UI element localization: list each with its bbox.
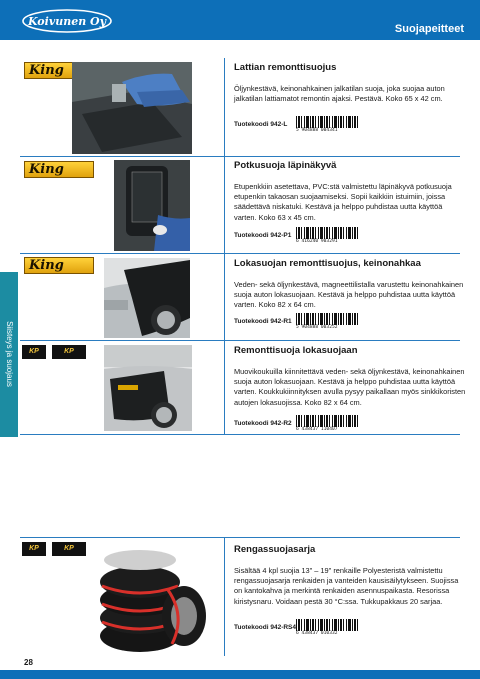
product-code: Tuotekoodi 942-RS4 [234, 624, 297, 631]
product-code: Tuotekoodi 942-P1 [234, 232, 292, 239]
barcode-bars [296, 227, 360, 239]
floor-protector-photo [72, 62, 192, 154]
product-title: Lokasuojan remonttisuojus, keinonahkaa [234, 258, 421, 269]
king-brand-logo: King [24, 161, 94, 178]
product-title: Potkusuoja läpinäkyvä [234, 160, 337, 171]
koivunen-logo [22, 9, 112, 33]
product-entry [234, 160, 466, 223]
barcode-number: 6 438437 010332 [296, 631, 338, 636]
product-code: Tuotekoodi 942-L [234, 121, 288, 128]
product-entry [234, 258, 466, 311]
barcode-number: 6 438437 110407 [296, 427, 338, 432]
barcode [296, 313, 360, 330]
barcode [296, 415, 360, 432]
barcode-bars [296, 313, 360, 325]
kp-brand-logo: KP [22, 542, 46, 556]
row-divider [20, 434, 460, 435]
product-description: Muovikoukuilla kiinnitettävä veden- sekä öljynkestävä, keinonahkainen suoja auton lokasuojaan. Kestävä ja helppo puhdistaa uutta käyttöä varten. Koukkukiinnityksen avulla pysyy paikallaan myös sinkkikoristen autojen lokasuojissa. Koko 82 x 64 cm. [234, 367, 466, 407]
barcode-bars [296, 415, 360, 427]
barcode-number: 6 416240 903291 [296, 239, 338, 244]
page-number: 28 [24, 658, 33, 667]
fender-hook-cover-photo [104, 345, 192, 431]
fender-cover-photo [104, 258, 190, 338]
column-divider [224, 254, 225, 340]
product-title: Remonttisuoja lokasuojaan [234, 345, 358, 356]
product-description: Veden- sekä öljynkestävä, magneettilistalla varustettu keinonahkainen suoja auton lokasuojaan. Kestävä ja helppo puhdistaa uutta käyttöä varten. Koko 82 x 64 cm. [234, 280, 464, 310]
row-divider [20, 537, 460, 538]
product-title: Lattian remonttisuojus [234, 62, 337, 73]
king-brand-logo: King [24, 62, 94, 79]
column-divider [224, 341, 225, 434]
kp-brand-logo: KP [52, 345, 86, 359]
product-entry [234, 62, 466, 104]
product-entry [234, 544, 466, 607]
kp-brand-logo: KP [22, 345, 46, 359]
product-description: Sisältää 4 kpl suojia 13" – 19" renkaille Polyesteristä valmistettu rengassuojasarja renkaiden ja vanteiden kausisäilytykseen. Suojissa on kantokahva ja merkintä renkaiden asennuspaikasta. Resorissa kiristysnaru. Voidaan pestä 30 °C:ssa. Tukkupakkaus 20 sarjaa. [234, 566, 459, 606]
row-divider [20, 340, 460, 341]
kp-brand-logo: KP [52, 542, 86, 556]
product-entry [234, 345, 466, 408]
product-title: Rengassuojasarja [234, 544, 316, 555]
side-category-tab [0, 272, 18, 437]
column-divider [224, 157, 225, 253]
page-footer-bar [0, 670, 480, 679]
barcode-bars [296, 619, 360, 631]
barcode-number: 5 904888 004341 [296, 128, 338, 133]
product-code: Tuotekoodi 942-R2 [234, 420, 292, 427]
seat-protector-photo [114, 160, 190, 251]
king-brand-logo: King [24, 257, 94, 274]
product-description: Etupenkkiin asetettava, PVC:stä valmistettu läpinäkyvä potkusuoja etupenkin takaosan suojaamiseksi. Sopii kaikkiin istuimiin, joissa säädettävä niskatuki. Kestävä ja helppo puhdistaa uutta käyttöä varten. Koko 63 x 45 cm. [234, 182, 452, 222]
side-tab-label: Siisteys ja suojaus [5, 321, 14, 387]
section-title: Suojapeitteet [394, 23, 464, 35]
barcode-number: 5 904888 003252 [296, 325, 338, 330]
row-divider [20, 253, 460, 254]
column-divider [224, 58, 225, 156]
row-divider [20, 156, 460, 157]
product-description: Öljynkestävä, keinonahkainen jalkatilan suoja, joka suojaa auton jalkatilan lattiamatot remontin ajaksi. Pestävä. Koko 65 x 42 cm. [234, 84, 445, 104]
barcode [296, 619, 360, 636]
svg-text:Koivunen Oy: Koivunen Oy [27, 15, 107, 28]
product-code: Tuotekoodi 942-R1 [234, 318, 292, 325]
column-divider [224, 538, 225, 656]
barcode [296, 116, 360, 133]
barcode [296, 227, 360, 244]
barcode-bars [296, 116, 360, 128]
page-header [0, 0, 480, 40]
tire-bags-photo [96, 546, 210, 654]
